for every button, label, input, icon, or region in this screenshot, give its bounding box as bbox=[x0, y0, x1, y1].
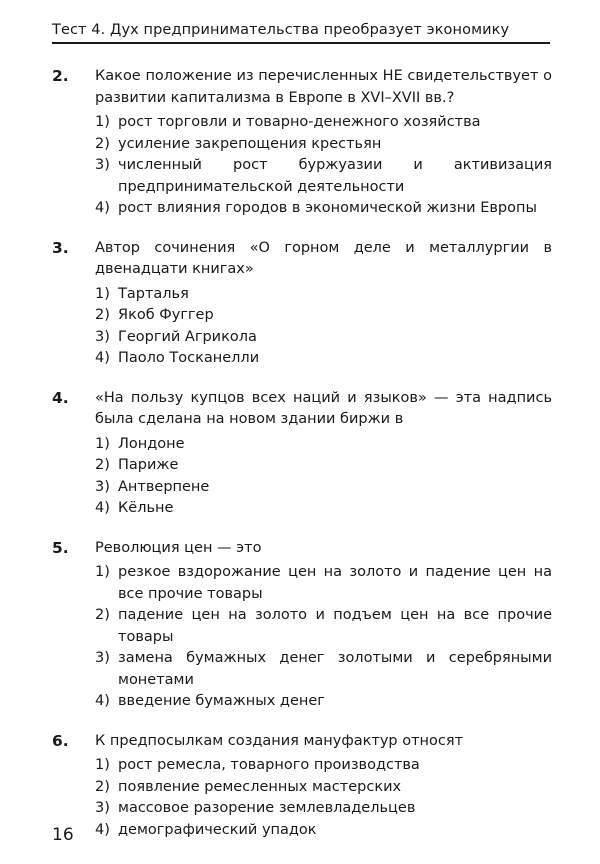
option-text: резкое вздорожание цен на золото и падение цен на все прочие товары bbox=[118, 564, 552, 602]
option-text: Тарталья bbox=[118, 285, 189, 302]
option-number: 4) bbox=[95, 693, 110, 709]
option-number: 3) bbox=[95, 650, 110, 666]
answer-option bbox=[95, 434, 552, 456]
option-text: падение цен на золото и подъем цен на все прочие товары bbox=[118, 607, 552, 645]
answer-option bbox=[95, 455, 552, 477]
page-number: 16 bbox=[52, 825, 74, 845]
answer-options bbox=[95, 434, 552, 520]
question-5 bbox=[52, 538, 552, 713]
option-number: 2) bbox=[95, 135, 110, 152]
answer-option bbox=[95, 305, 552, 327]
question-number: 2. bbox=[52, 67, 69, 85]
option-text: Антверпене bbox=[118, 478, 210, 495]
option-text: Якоб Фуггер bbox=[118, 307, 214, 323]
question-number: 3. bbox=[52, 238, 69, 257]
question-2 bbox=[52, 66, 552, 220]
option-text: рост ремесла, товарного производства bbox=[118, 757, 420, 773]
answer-options bbox=[95, 755, 552, 841]
question-text: К предпосылкам создания мануфактур относят bbox=[95, 732, 464, 749]
option-text: Париже bbox=[118, 457, 179, 473]
answer-options bbox=[95, 112, 552, 220]
option-number: 1) bbox=[95, 435, 110, 452]
option-text: Лондоне bbox=[118, 435, 185, 452]
option-text: демографический упадок bbox=[118, 821, 317, 838]
option-number: 2) bbox=[95, 307, 110, 323]
running-header: Тест 4. Дух предпринимательства преобразует экономику bbox=[52, 22, 510, 38]
option-text: появление ремесленных мастерских bbox=[118, 778, 402, 795]
option-number: 4) bbox=[95, 200, 110, 216]
question-list bbox=[52, 66, 552, 859]
option-number: 1) bbox=[95, 757, 110, 773]
question-number: 4. bbox=[52, 388, 69, 407]
answer-option bbox=[95, 562, 552, 605]
question-text: Автор сочинения «О горном деле и металлургии в двенадцати книгах» bbox=[95, 239, 552, 277]
answer-option bbox=[95, 284, 552, 306]
answer-option bbox=[95, 755, 552, 777]
option-text: рост торговли и товарно-денежного хозяйства bbox=[118, 114, 481, 130]
option-text: массовое разорение землевладельцев bbox=[118, 800, 416, 816]
option-text: численный рост буржуазии и активизация предпринимательской деятельности bbox=[118, 157, 552, 195]
answer-option bbox=[95, 820, 552, 842]
answer-option bbox=[95, 477, 552, 499]
answer-options bbox=[95, 562, 552, 713]
answer-option bbox=[95, 798, 552, 820]
answer-option bbox=[95, 112, 552, 134]
question-number: 5. bbox=[52, 538, 69, 557]
option-text: Кёльне bbox=[118, 500, 174, 516]
question-text: «На пользу купцов всех наций и языков» — эта надпись была сделана на новом здании биржи в bbox=[95, 389, 552, 427]
option-text: рост влияния городов в экономической жизни Европы bbox=[118, 200, 537, 216]
option-number: 3) bbox=[95, 478, 110, 495]
answer-options bbox=[95, 284, 552, 370]
answer-option bbox=[95, 198, 552, 220]
option-text: Паоло Тосканелли bbox=[118, 350, 260, 366]
option-number: 1) bbox=[95, 114, 110, 130]
answer-option bbox=[95, 134, 552, 156]
question-text: Какое положение из перечисленных НЕ свидетельствует о развитии капитализма в Европе в XVI–XVII вв.? bbox=[95, 68, 552, 106]
answer-option bbox=[95, 777, 552, 799]
option-number: 4) bbox=[95, 350, 110, 366]
option-number: 4) bbox=[95, 500, 110, 516]
answer-option bbox=[95, 327, 552, 349]
question-4 bbox=[52, 388, 552, 520]
question-number: 6. bbox=[52, 731, 69, 750]
option-text: введение бумажных денег bbox=[118, 693, 325, 709]
option-text: замена бумажных денег золотыми и серебряными монетами bbox=[118, 650, 552, 688]
option-number: 1) bbox=[95, 285, 110, 302]
answer-option bbox=[95, 648, 552, 691]
answer-option bbox=[95, 155, 552, 198]
option-number: 3) bbox=[95, 800, 110, 816]
header-divider bbox=[52, 42, 550, 44]
question-6 bbox=[52, 731, 552, 842]
option-number: 2) bbox=[95, 607, 110, 623]
question-3 bbox=[52, 238, 552, 370]
option-number: 4) bbox=[95, 821, 110, 838]
option-number: 1) bbox=[95, 564, 110, 580]
answer-option bbox=[95, 605, 552, 648]
question-text: Революция цен — это bbox=[95, 539, 262, 556]
answer-option bbox=[95, 691, 552, 713]
answer-option bbox=[95, 348, 552, 370]
option-number: 3) bbox=[95, 157, 110, 173]
option-text: усиление закрепощения крестьян bbox=[118, 135, 382, 152]
option-number: 2) bbox=[95, 457, 110, 473]
answer-option bbox=[95, 498, 552, 520]
option-number: 2) bbox=[95, 778, 110, 795]
option-text: Георгий Агрикола bbox=[118, 328, 257, 345]
option-number: 3) bbox=[95, 328, 110, 345]
